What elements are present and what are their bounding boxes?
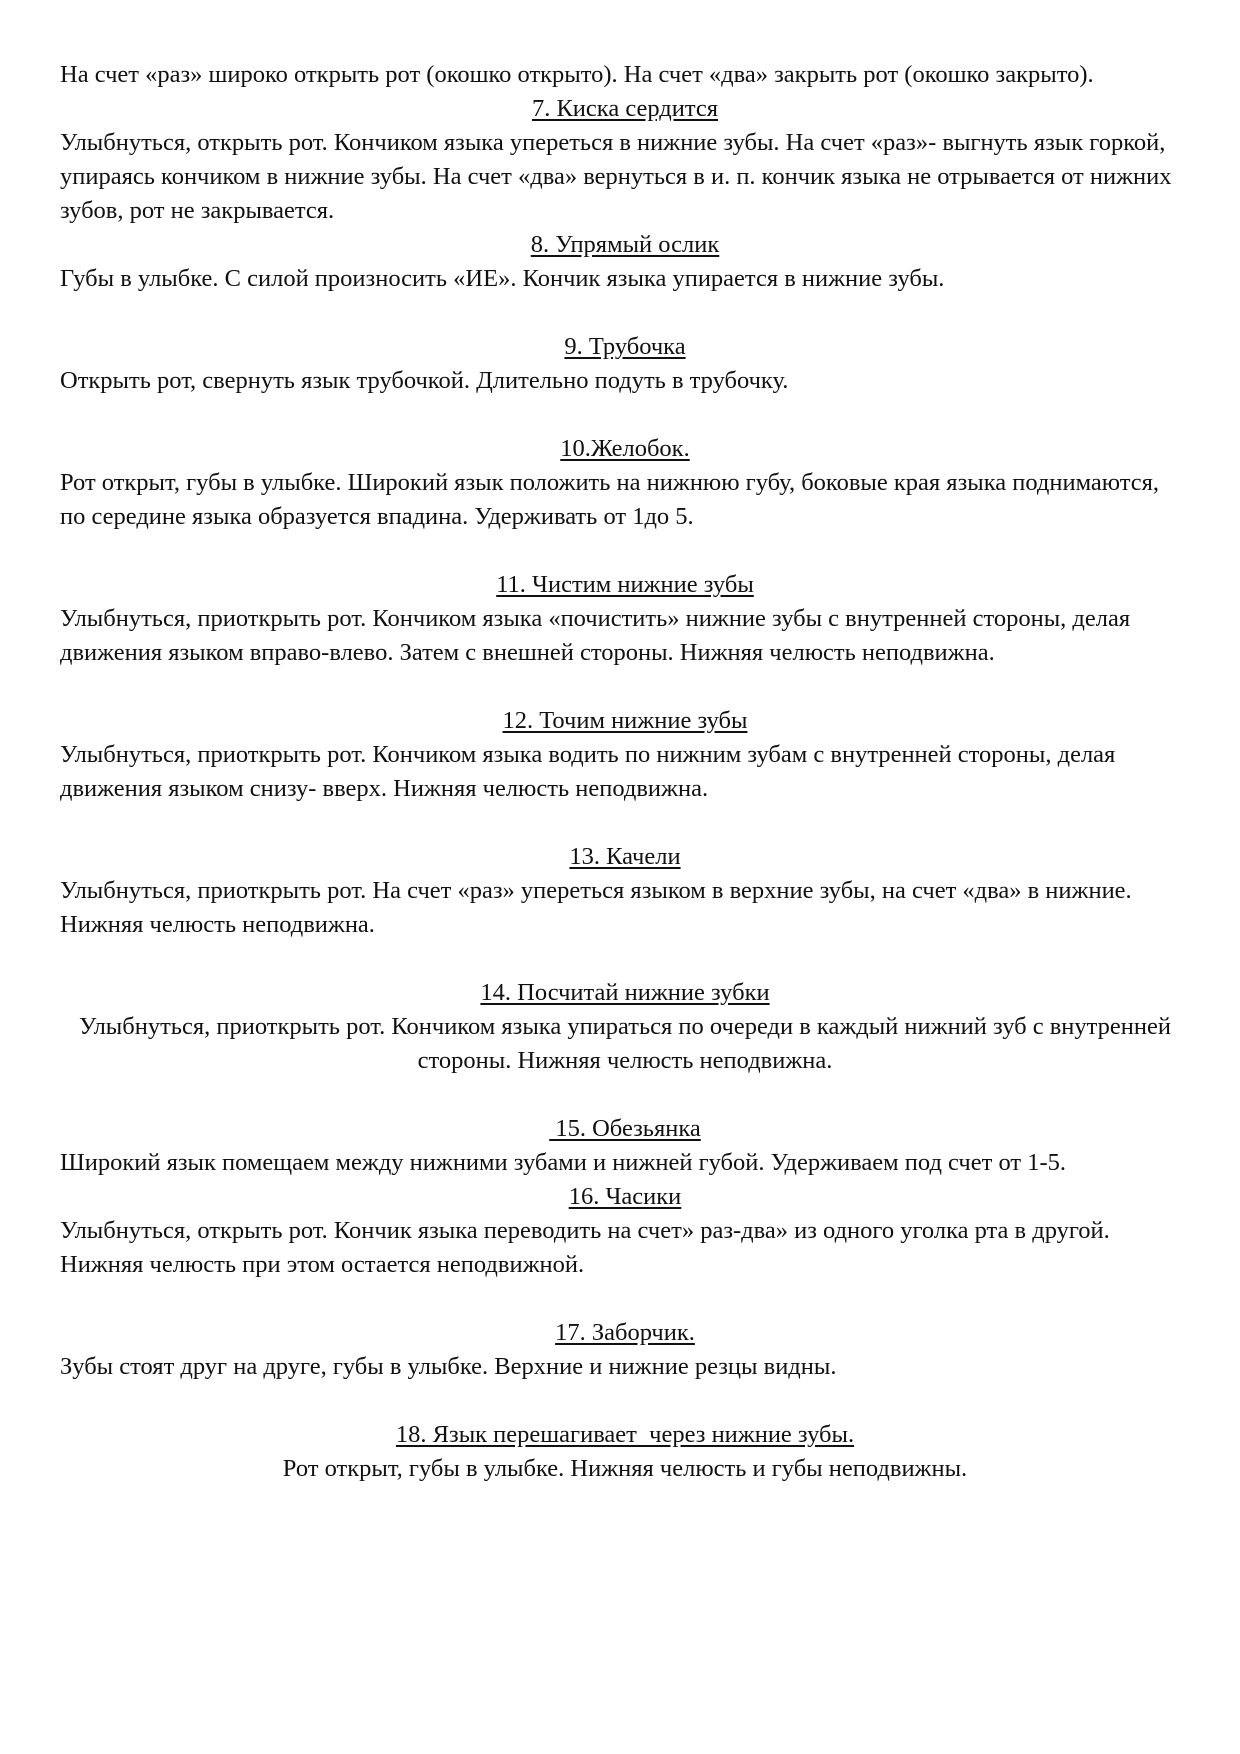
exercise-text: Рот открыт, губы в улыбке. Нижняя челюсть и губы неподвижны. <box>282 1455 968 1482</box>
exercise-14 <box>60 976 1190 1078</box>
document-page <box>60 58 1190 1486</box>
exercise-15 <box>60 1112 1190 1180</box>
exercise-7 <box>60 92 1190 228</box>
exercise-9 <box>60 330 1190 398</box>
exercise-text: Улыбнуться, открыть рот. Кончиком языка упереться в нижние зубы. На счет «раз»- выгнуть язык горкой, упираясь кончиком в нижние зубы. На счет «два» вернуться в и. п. кончик языка не отрывается от нижних зубов, рот не закрывается. <box>60 129 1172 224</box>
exercise-10 <box>60 432 1190 534</box>
intro-paragraph: На счет «раз» широко открыть рот (окошко открыто). На счет «два» закрыть рот (окошко закрыто). <box>60 61 1094 88</box>
exercise-text: Улыбнуться, приоткрыть рот. Кончиком языка упираться по очереди в каждый нижний зуб с внутренней стороны. Нижняя челюсть неподвижна. <box>79 1013 1171 1074</box>
exercise-title: 16. Часики <box>568 1183 682 1210</box>
exercise-text: Широкий язык помещаем между нижними зубами и нижней губой. Удерживаем под счет от 1-5. <box>60 1149 1066 1176</box>
exercise-12 <box>60 704 1190 806</box>
exercise-title: 15. Обезьянка <box>549 1115 701 1142</box>
exercise-text: Открыть рот, свернуть язык трубочкой. Длительно подуть в трубочку. <box>60 367 789 394</box>
exercise-text: Улыбнуться, открыть рот. Кончик языка переводить на счет» раз-два» из одного уголка рта в другой. Нижняя челюсть при этом остается неподвижной. <box>60 1217 1110 1278</box>
exercise-text: Губы в улыбке. С силой произносить «ИЕ». Кончик языка упирается в нижние зубы. <box>60 265 945 292</box>
exercise-title: 7. Киска сердится <box>531 95 719 122</box>
exercise-11 <box>60 568 1190 670</box>
exercise-title: 13. Качели <box>569 843 681 870</box>
exercise-8 <box>60 228 1190 296</box>
exercise-16 <box>60 1180 1190 1282</box>
exercise-text: Рот открыт, губы в улыбке. Широкий язык положить на нижнюю губу, боковые края языка поднимаются, по середине языка образуется впадина. Удерживать от 1до 5. <box>60 469 1160 530</box>
exercise-title: 8. Упрямый ослик <box>530 231 720 258</box>
exercise-text: Улыбнуться, приоткрыть рот. Кончиком языка водить по нижним зубам с внутренней стороны, делая движения языком снизу- вверх. Нижняя челюсть неподвижна. <box>60 741 1116 802</box>
exercise-title: 18. Язык перешагивает через нижние зубы. <box>395 1421 855 1448</box>
exercise-title: 9. Трубочка <box>564 333 686 360</box>
exercise-title: 12. Точим нижние зубы <box>502 707 748 734</box>
exercise-title: 11. Чистим нижние зубы <box>496 571 754 598</box>
exercise-text: Улыбнуться, приоткрыть рот. На счет «раз» упереться языком в верхние зубы, на счет «два» в нижние. Нижняя челюсть неподвижна. <box>60 877 1132 938</box>
exercise-title: 17. Заборчик. <box>555 1319 695 1346</box>
exercise-title: 10.Желобок. <box>560 435 690 462</box>
exercise-13 <box>60 840 1190 942</box>
exercise-text: Улыбнуться, приоткрыть рот. Кончиком языка «почистить» нижние зубы с внутренней стороны, делая движения языком вправо-влево. Затем с внешней стороны. Нижняя челюсть неподвижна. <box>60 605 1131 666</box>
exercise-title: 14. Посчитай нижние зубки <box>480 979 770 1006</box>
exercise-17 <box>60 1316 1190 1384</box>
exercise-18 <box>60 1418 1190 1486</box>
exercise-text: Зубы стоят друг на друге, губы в улыбке. Верхние и нижние резцы видны. <box>60 1353 837 1380</box>
